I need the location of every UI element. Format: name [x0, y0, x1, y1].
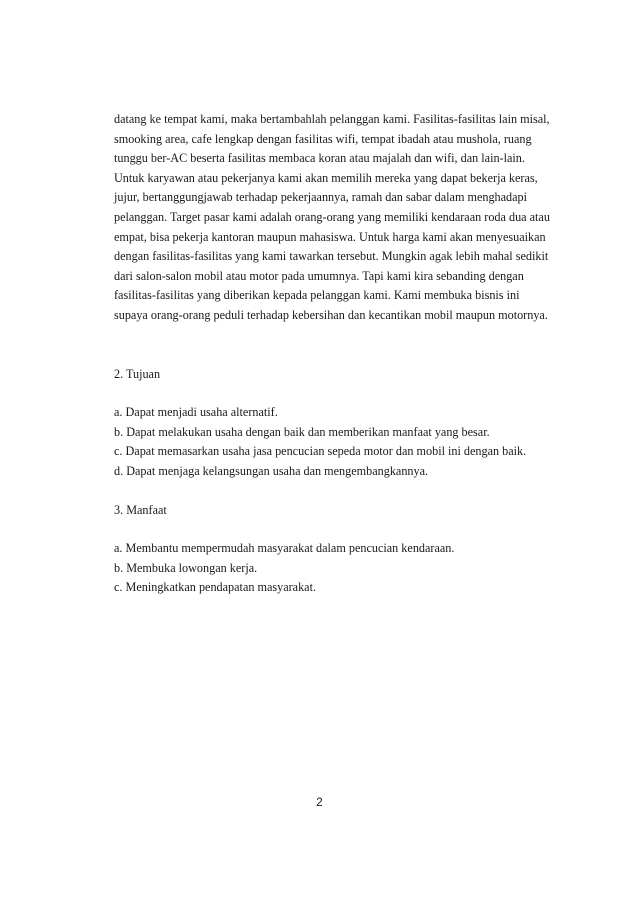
- intro-paragraph: [114, 110, 550, 326]
- page-number: 2: [316, 797, 323, 809]
- paragraph-line: supaya orang-orang peduli terhadap kebersihan dan kecantikan mobil maupun motornya.: [114, 307, 548, 322]
- section-tujuan: [114, 365, 546, 482]
- section-heading: 2. Tujuan: [114, 366, 161, 381]
- list-item: c. Meningkatkan pendapatan masyarakat.: [114, 580, 317, 595]
- paragraph-line: Untuk karyawan atau pekerjanya kami akan memilih mereka yang dapat bekerja keras,: [114, 170, 538, 185]
- paragraph-line: jujur, bertanggungjawab terhadap pekerjaannya, ramah dan sabar dalam menghadapi: [114, 190, 528, 205]
- paragraph-line: smooking area, cafe lengkap dengan fasilitas wifi, tempat ibadah atau mushola, ruang: [114, 131, 532, 146]
- list-item: a. Membantu mempermudah masyarakat dalam pencucian kendaraan.: [114, 541, 455, 556]
- paragraph-line: datang ke tempat kami, maka bertambahlah pelanggan kami. Fasilitas-fasilitas lain misal,: [114, 112, 550, 126]
- spacer: [114, 482, 546, 501]
- paragraph-line: dari salon-salon mobil atau motor pada umumnya. Tapi kami kira sebanding dengan: [114, 268, 524, 283]
- list-item: b. Membuka lowongan kerja.: [114, 560, 258, 575]
- section-heading: 3. Manfaat: [114, 502, 167, 517]
- spacer: [114, 384, 546, 403]
- list-item: b. Dapat melakukan usaha dengan baik dan memberikan manfaat yang besar.: [114, 424, 490, 439]
- list-item: a. Dapat menjadi usaha alternatif.: [114, 405, 278, 420]
- list-item: d. Dapat menjaga kelangsungan usaha dan mengembangkannya.: [114, 463, 429, 478]
- list-item: c. Dapat memasarkan usaha jasa pencucian sepeda motor dan mobil ini dengan baik.: [114, 444, 527, 459]
- spacer: [114, 326, 546, 365]
- paragraph-line: dengan fasilitas-fasilitas yang kami tawarkan tersebut. Mungkin agak lebih mahal sedikit: [114, 249, 549, 264]
- paragraph-line: pelanggan. Target pasar kami adalah orang-orang yang memiliki kendaraan roda dua atau: [114, 209, 550, 224]
- page-content: [114, 110, 550, 598]
- paragraph-line: tunggu ber-AC beserta fasilitas membaca koran atau majalah dan wifi, dan lain-lain.: [114, 151, 525, 166]
- section-manfaat: [114, 501, 546, 598]
- paragraph-line: empat, bisa pekerja kantoran maupun mahasiswa. Untuk harga kami akan menyesuaikan: [114, 229, 546, 244]
- paragraph-line: fasilitas-fasilitas yang diberikan kepada pelanggan kami. Kami membuka bisnis ini: [114, 288, 520, 303]
- spacer: [114, 520, 546, 539]
